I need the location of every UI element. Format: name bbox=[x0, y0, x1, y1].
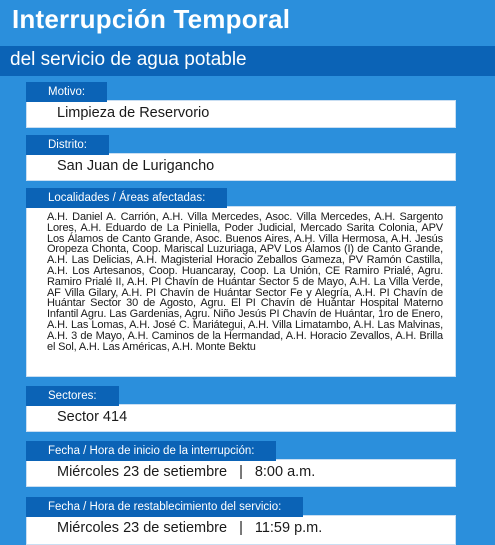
subtitle-bar bbox=[0, 46, 495, 76]
inicio-time: 8:00 a.m. bbox=[254, 464, 316, 480]
restablecimiento-date: Miércoles 23 de setiembre bbox=[57, 520, 228, 536]
restablecimiento-field bbox=[26, 497, 456, 545]
page-title: Interrupción Temporal bbox=[12, 4, 291, 34]
restablecimiento-label: Fecha / Hora de restablecimiento del servicio: bbox=[26, 497, 303, 517]
localidades-value: A.H. Daniel A. Carrión, A.H. Villa Mercedes, Asoc. Villa Mercedes, A.H. Sargento Lores, A.H. Eduardo de La Piniella, Poder Judicial, Mercado Sarita Colonia, APV Los Álamos de Canto Grande, Asoc. Buenos Aires, A.H. Villa Hermosa, A.H. Jesús Oropeza Chonta, Coop. Mariscal Luzuriaga, APV Los Álamos (I) de Canto Grande, A.H. Las Delicias, A.H. Magisterial Horacio Zeballos Gameza, PV Ramón Castilla, A.H. Los Artesanos, Coop. Huancaray, Coop. La Unión, CE Ramiro Prialé, Agru. Ramiro Prialé II, A.H. PI Chavín de Huántar Sector 5 de Mayo, A.H. La Villa Verde, AF Villa Gilary, A.H. PI Chavín de Huántar Sector Fe y Alegría, A.H. PI Chavín de Huántar Sector 30 de Agosto, Agru. El PI Chavín de Huántar Hospital Materno Infantil Agru. Las Gardenias, Agru. Niño Jesús PI Chavín de Huántar, 1ro de Enero, A.H. Las Lomas, A.H. José C. Mariátegui, A.H. Villa Limatambo, A.H. Las Malvinas, A.H. 3 de Mayo, A.H. Caminos de la Hermandad, A.H. Horacio Zevallos, A.H. Brilla el Sol, A.H. Las Américas, A.H. Monte Bektu bbox=[26, 206, 456, 377]
inicio-date: Miércoles 23 de setiembre bbox=[57, 464, 228, 480]
localidades-label: Localidades / Áreas afectadas: bbox=[26, 188, 227, 208]
restablecimiento-separator: | bbox=[239, 520, 243, 536]
distrito-field bbox=[26, 135, 456, 181]
restablecimiento-value bbox=[26, 515, 456, 545]
distrito-value: San Juan de Lurigancho bbox=[26, 153, 456, 181]
distrito-label: Distrito: bbox=[26, 135, 109, 155]
inicio-separator: | bbox=[239, 464, 243, 480]
motivo-field bbox=[26, 82, 456, 128]
inicio-label: Fecha / Hora de inicio de la interrupción: bbox=[26, 441, 276, 461]
sectores-value: Sector 414 bbox=[26, 404, 456, 432]
inicio-value bbox=[26, 459, 456, 487]
page-subtitle: del servicio de agua potable bbox=[10, 49, 247, 70]
inicio-field bbox=[26, 441, 456, 487]
sectores-label: Sectores: bbox=[26, 386, 119, 406]
motivo-value: Limpieza de Reservorio bbox=[26, 100, 456, 128]
restablecimiento-time: 11:59 p.m. bbox=[254, 520, 323, 536]
localidades-field bbox=[26, 188, 456, 377]
sectores-field bbox=[26, 386, 456, 432]
motivo-label: Motivo: bbox=[26, 82, 107, 102]
